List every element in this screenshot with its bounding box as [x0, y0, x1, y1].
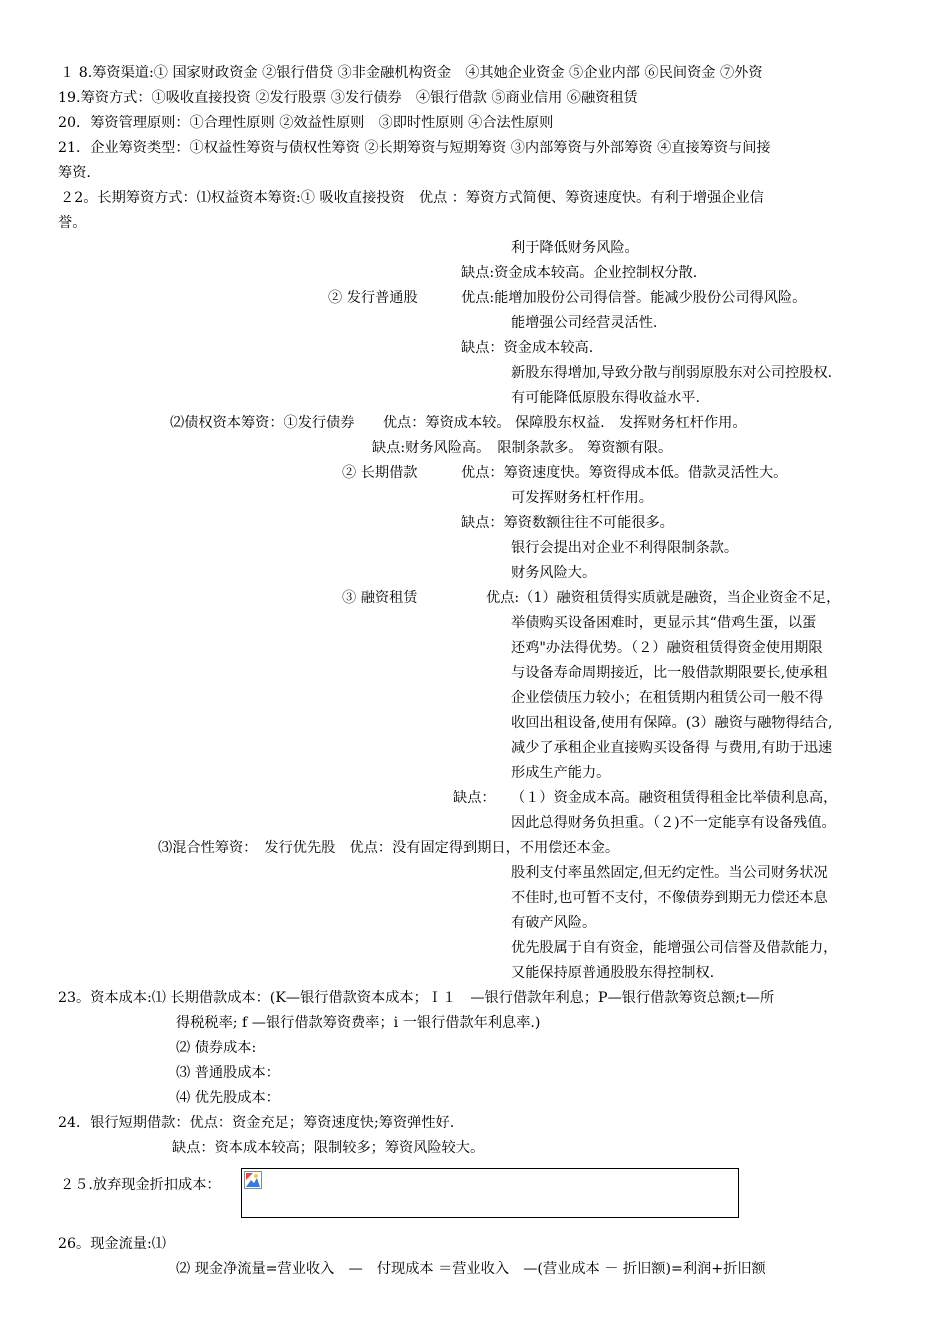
text-line: 优点：筹资速度快。筹资得成本低。借款灵活性大。: [461, 465, 788, 481]
text-line: 举债购买设备困难时，更显示其“借鸡生蛋，以蛋: [511, 615, 817, 631]
text-line-22: ２2。长期筹资方式：⑴权益资本筹资:① 吸收直接投资 优点 ：筹资方式简便、筹资速度快。有利于增强企业信: [60, 190, 764, 206]
text-line: ⑶ 普通股成本：: [176, 1065, 280, 1081]
text-line: 缺点:资金成本较高。企业控制权分散.: [461, 265, 698, 281]
text-line: 缺点：资金成本较高.: [461, 340, 594, 356]
text-line-24-cont: 缺点：资本成本较高；限制较多；筹资风险较大。: [172, 1140, 485, 1156]
text-line-23-cont: 得税税率; f —银行借款筹资费率；i 一银行借款年利息率.): [176, 1015, 541, 1031]
text-line: 企业偿债压力较小；在租赁期内租赁公司一般不得: [511, 690, 824, 706]
text-line-24: 24．银行短期借款：优点：资金充足；筹资速度快;筹资弹性好.: [58, 1115, 455, 1131]
text-line: 缺点:财务风险高。 限制条款多。 筹资额有限。: [372, 440, 673, 456]
text-line: 银行会提出对企业不利得限制条款。: [511, 540, 739, 556]
text-line: 有可能降低原股东得收益水平.: [511, 390, 700, 406]
text-line-26-cont: ⑵ 现金净流量=营业收入 — 付现成本 ＝营业收入 —(营业成本 － 折旧额)=利润+折旧额: [176, 1261, 766, 1277]
text-line-20: 20．筹资管理原则：①合理性原则 ②效益性原则 ③即时性原则 ④合法性原则: [58, 115, 554, 131]
text-line: （１）资金成本高。融资租赁得租金比举债利息高，: [511, 790, 838, 806]
text-line: ⑶混合性筹资： 发行优先股 优点：没有固定得到期日，不用偿还本金。: [158, 840, 620, 856]
text-line: 缺点：: [453, 790, 496, 806]
text-line: ⑵债权资本筹资：①发行债券 优点：筹资成本较。 保障股东权益. 发挥财务杠杆作用。: [170, 415, 747, 431]
text-line-26: 26。现金流量:⑴: [58, 1236, 166, 1252]
text-line: ② 长期借款: [342, 465, 418, 481]
text-line: ⑷ 优先股成本：: [176, 1090, 280, 1106]
text-line-21-cont: 筹资.: [58, 165, 91, 181]
text-line: 优点:能增加股份公司得信誉。能减少股份公司得风险。: [461, 290, 807, 306]
broken-image-icon: [244, 1171, 262, 1189]
formula-image-box: [241, 1168, 739, 1218]
text-line-22-cont: 誉。: [58, 215, 87, 231]
text-line: 优点:（1）融资租赁得实质就是融资，当企业资金不足，: [486, 590, 841, 606]
text-line: 优先股属于自有资金，能增强公司信誉及借款能力，: [511, 940, 838, 956]
text-line: 形成生产能力。: [511, 765, 611, 781]
text-line-19: 19.筹资方式：①吸收直接投资 ②发行股票 ③发行债券 ④银行借款 ⑤商业信用 ⑥融资租赁: [58, 90, 638, 106]
text-line: 还鸡"办法得优势。（２）融资租赁得资金使用期限: [511, 640, 823, 656]
text-line: 与设备寿命周期接近，比一般借款期限要长,使承租: [511, 665, 828, 681]
text-line: ② 发行普通股: [328, 290, 418, 306]
text-line: 不佳时,也可暂不支付，不像债券到期无力偿还本息: [511, 890, 828, 906]
text-line: ③ 融资租赁: [342, 590, 418, 606]
text-line: 有破产风险。: [511, 915, 597, 931]
text-line: 因此总得财务负担重。（２)不一定能享有设备残值。: [511, 815, 836, 831]
text-line: 股利支付率虽然固定,但无约定性。当公司财务状况: [511, 865, 828, 881]
text-line: 减少了承租企业直接购买设备得 与费用,有助于迅速: [511, 740, 833, 756]
text-line: 财务风险大。: [511, 565, 597, 581]
text-line: 又能保持原普通股股东得控制权.: [511, 965, 715, 981]
text-line: 利于降低财务风险。: [511, 240, 639, 256]
text-line-23: 23。资本成本:⑴ 长期借款成本：(K—银行借款资本成本；Ｉ１ —银行借款年利息；P—银行借款筹资总额;t—所: [58, 990, 775, 1006]
text-line: 收回出租设备,使用有保障。(3）融资与融物得结合,: [511, 715, 833, 731]
text-line: 可发挥财务杠杆作用。: [511, 490, 653, 506]
text-line-18: １ 8.筹资渠道:① 国家财政资金 ②银行借贷 ③非金融机构资金 ④其她企业资金 ⑤企业内部 ⑥民间资金 ⑦外资: [60, 65, 763, 81]
text-line: ⑵ 债券成本:: [176, 1040, 257, 1056]
text-line: 能增强公司经营灵活性.: [511, 315, 658, 331]
text-line-21: 21．企业筹资类型：①权益性筹资与债权性筹资 ②长期筹资与短期筹资 ③内部筹资与外部筹资 ④直接筹资与间接: [58, 140, 771, 156]
text-line-25: ２５.放弃现金折扣成本：: [60, 1177, 221, 1193]
text-line: 缺点：筹资数额往往不可能很多。: [461, 515, 674, 531]
text-line: 新股东得增加,导致分散与削弱原股东对公司控股权.: [511, 365, 833, 381]
